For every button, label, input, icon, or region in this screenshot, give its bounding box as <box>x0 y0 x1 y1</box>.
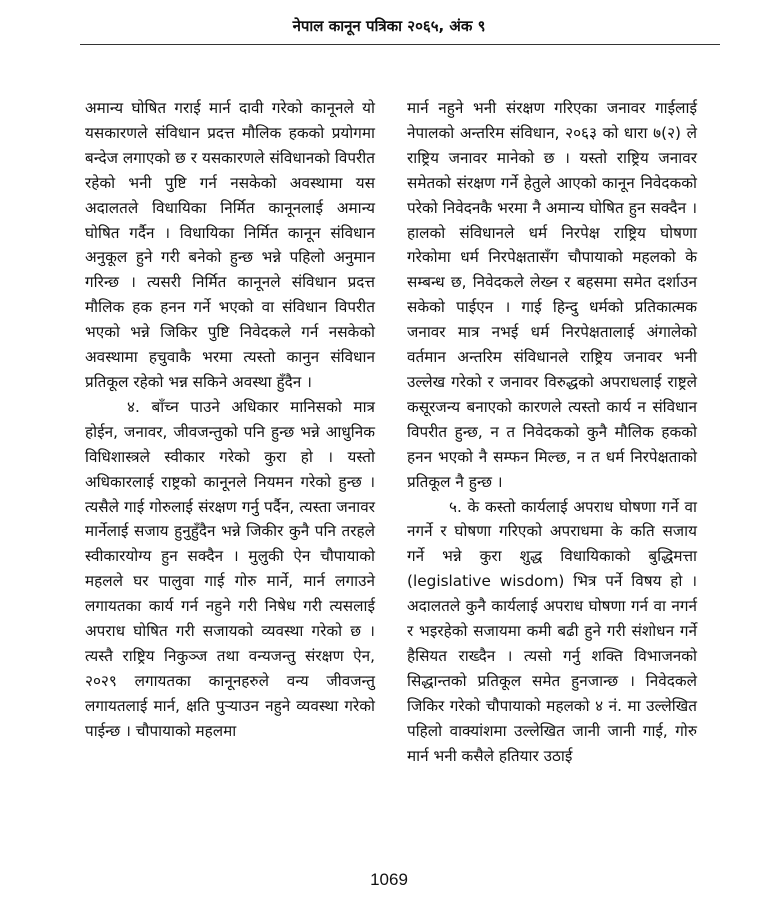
paragraph: ५. के कस्तो कार्यलाई अपराध घोषणा गर्ने वा नगर्ने र घोषणा गरिएको अपराधमा के कति सजाय गर्ने भन्ने कुरा शुद्ध विधायिकाको बुद्धिमत्ता (legislative wisdom) भित्र पर्ने विषय हो । अदालतले कुनै कार्यलाई अपराध घोषणा गर्न वा नगर्न र भइरहेको सजायमा कमी बढी हुने गरी संशोधन गर्ने हैसियत राख्दैन । त्यसो गर्नु शक्ति विभाजनको सिद्धान्तको प्रतिकूल समेत हुनजान्छ । निवेदकले जिकिर गरेको चौपायाको महलको ४ नं. मा उल्लेखित पहिलो वाक्यांशमा उल्लेखित जानी जानी गाई, गोरु मार्न भनी कसैले हतियार उठाई <box>407 497 697 765</box>
left-column <box>85 96 375 744</box>
page-number: 1069 <box>370 870 408 889</box>
header-rule <box>80 44 720 45</box>
running-header: नेपाल कानून पत्रिका २०६५, अंक ९ <box>292 17 486 35</box>
paragraph: मार्न नहुने भनी संरक्षण गरिएका जनावर गाईलाई नेपालको अन्तरिम संविधान, २०६३ को धारा ७(२) ले राष्ट्रिय जनावर मानेको छ । यस्तो राष्ट्रिय जनावर समेतको संरक्षण गर्ने हेतुले आएको कानून निवेदकको परेको निवेदनकै भरमा नै अमान्य घोषित हुन सक्दैन । हालको संविधानले धर्म निरपेक्ष राष्ट्रिय घोषणा गरेकोमा धर्म निरपेक्षतासँग चौपायाको महलको के सम्बन्ध छ, निवेदकले लेख्न र बहसमा समेत दर्शाउन सकेको पाईएन । गाई हिन्दु धर्मको प्रतिकात्मक जनावर मात्र नभई धर्म निरपेक्षतालाई अंगालेको वर्तमान अन्तरिम संविधानले राष्ट्रिय जनावर भनी उल्लेख गरेको र जनावर विरुद्धको अपराधलाई राष्ट्रले कसूरजन्य बनाएको कारणले त्यस्तो कार्य न संविधान विपरीत हुन्छ, न त निवेदकको कुनै मौलिक हकको हनन भएको नै सम्फन मिल्छ, न त धर्म निरपेक्षताको प्रतिकूल नै हुन्छ । <box>407 99 697 491</box>
paragraph: ४. बाँच्न पाउने अधिकार मानिसको मात्र होईन, जनावर, जीवजन्तुको पनि हुन्छ भन्ने आधुनिक विधिशास्त्रले स्वीकार गरेको कुरा हो । यस्तो अधिकारलाई राष्ट्रको कानूनले नियमन गरेको हुन्छ । त्यसैले गाई गोरुलाई संरक्षण गर्नु पर्दैन, त्यस्ता जनावर मार्नेलाई सजाय हुनुहुँदैन भन्ने जिकीर कुनै पनि तरहले स्वीकारयोग्य हुन सक्दैन । मुलुकी ऐन चौपायाको महलले घर पालुवा गाई गोरु मार्ने, मार्न लगाउने लगायतका कार्य गर्न नहुने गरी निषेध गरी त्यसलाई अपराध घोषित गरी सजायको व्यवस्था गरेको छ । त्यस्तै राष्ट्रिय निकुञ्ज तथा वन्यजन्तु संरक्षण ऐन, २०२९ लगायतका कानूनहरुले वन्य जीवजन्तु लगायतलाई मार्न, क्षति पुऱ्याउन नहुने व्यवस्था गरेको पाईन्छ । चौपायाको महलमा <box>85 397 375 740</box>
paragraph: अमान्य घोषित गराई मार्न दावी गरेको कानूनले यो यसकारणले संविधान प्रदत्त मौलिक हकको प्रयोगमा बन्देज लगाएको छ र यसकारणले संविधानको विपरीत रहेको भनी पुष्टि गर्न नसकेको अवस्थामा यस अदालतले विधायिका निर्मित कानूनलाई अमान्य घोषित गर्दैन । विधायिका निर्मित कानून संविधान अनुकूल हुने गरी बनेको हुन्छ भन्ने पहिलो अनुमान गरिन्छ । त्यसरी निर्मित कानूनले संविधान प्रदत्त मौलिक हक हनन गर्ने भएको वा संविधान विपरीत भएको भन्ने जिकिर पुष्टि निवेदकले गर्न नसकेको अवस्थामा हचुवाकै भरमा त्यस्तो कानुन संविधान प्रतिकूल रहेको भन्न सकिने अवस्था हुँदैन । <box>85 99 375 391</box>
right-column <box>407 96 697 768</box>
